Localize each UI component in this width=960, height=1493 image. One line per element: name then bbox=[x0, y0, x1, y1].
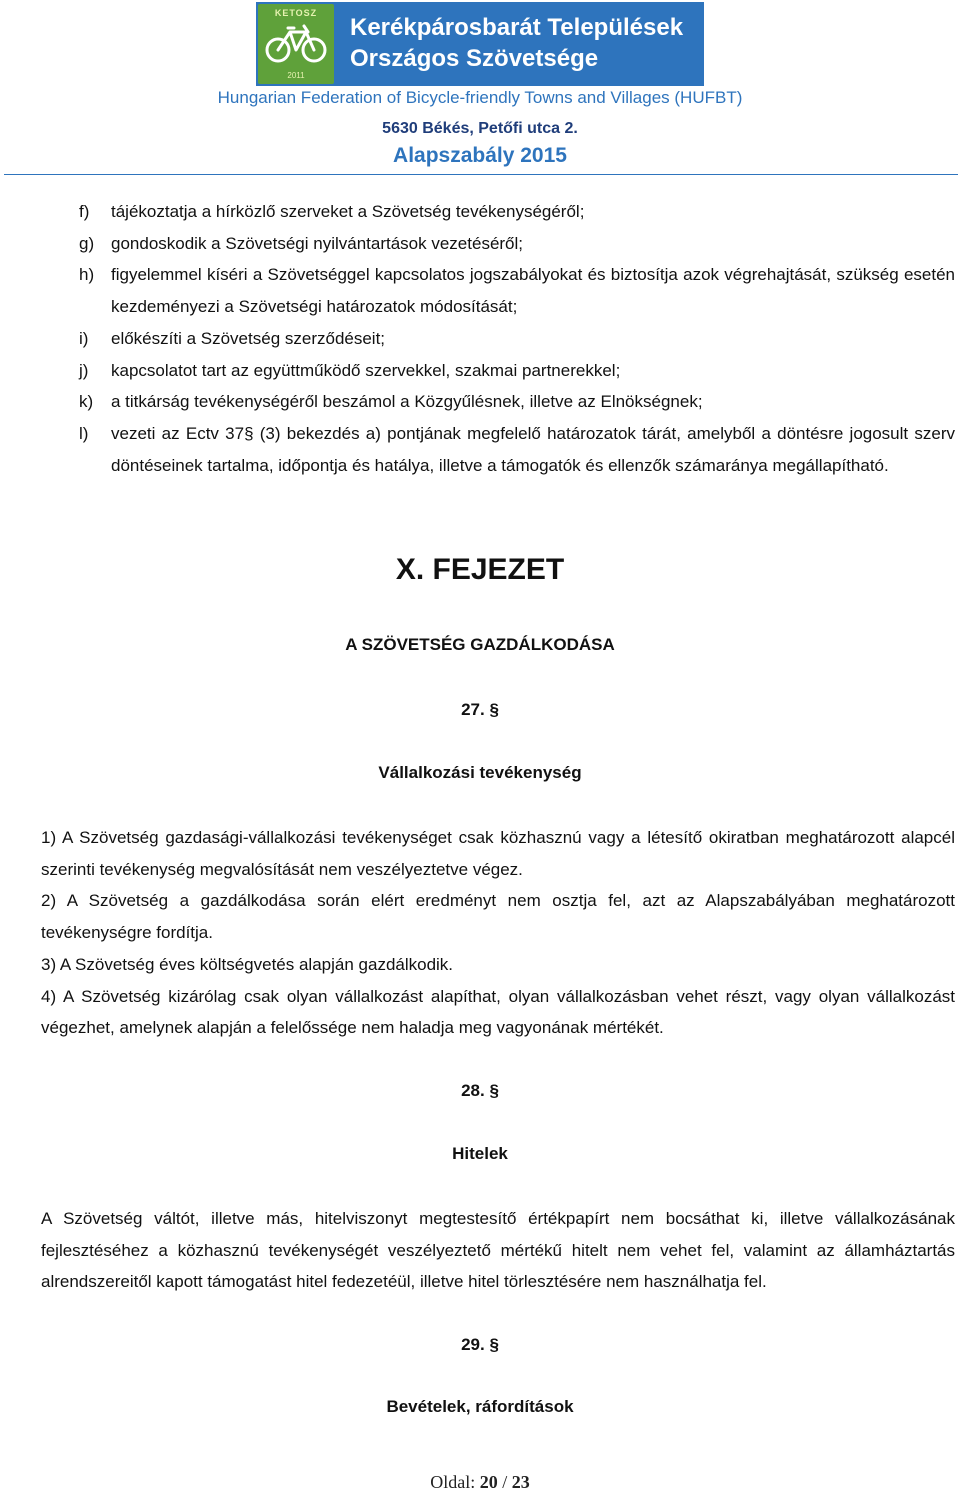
logo bbox=[258, 4, 334, 84]
list-item-text: kapcsolatot tart az együttműködő szervekkel, szakmai partnerekkel; bbox=[111, 360, 621, 380]
page-separator: / bbox=[502, 1472, 508, 1492]
list-letter: f) bbox=[79, 202, 90, 221]
list-item bbox=[41, 418, 955, 481]
section-body bbox=[41, 822, 955, 1044]
list-item-text: figyelemmel kíséri a Szövetséggel kapcsolatos jogszabályokat és biztosítja azok végrehajtását, szükség esetén kezdeményezi a Szövetségi határozatok módosítását; bbox=[111, 265, 955, 317]
bicycle-icon bbox=[264, 20, 328, 66]
list-letter: k) bbox=[79, 392, 94, 412]
banner-line-2: Országos Szövetsége bbox=[350, 45, 599, 72]
banner-title bbox=[350, 12, 700, 74]
list-letter: g) bbox=[79, 233, 95, 253]
chapter-subtitle: A SZÖVETSÉG GAZDÁLKODÁSA bbox=[345, 635, 615, 654]
list-item-text: tájékoztatja a hírközlő szerveket a Szövetség tevékenységéről; bbox=[111, 202, 585, 221]
section-number: 29. § bbox=[461, 1335, 499, 1354]
list-item bbox=[41, 323, 955, 355]
section-title: Hitelek bbox=[452, 1144, 508, 1163]
paragraph: 3) A Szövetség éves költségvetés alapján gazdálkodik. bbox=[41, 954, 454, 974]
task-list bbox=[41, 196, 955, 481]
list-item bbox=[41, 386, 955, 418]
header-divider bbox=[4, 174, 958, 175]
section-number: 28. § bbox=[461, 1081, 499, 1100]
section-number: 27. § bbox=[461, 700, 499, 719]
list-letter: l) bbox=[79, 423, 89, 443]
list-item-text: gondoskodik a Szövetségi nyilvántartások vezetéséről; bbox=[111, 233, 524, 253]
document-title: Alapszabály 2015 bbox=[393, 144, 567, 167]
list-item-text: a titkárság tevékenységéről beszámol a Közgyűlésnek, illetve az Elnökségnek; bbox=[111, 392, 703, 412]
section-title: Vállalkozási tevékenység bbox=[378, 763, 582, 782]
page-current: 20 bbox=[479, 1472, 498, 1492]
list-letter: i) bbox=[79, 328, 89, 348]
list-item bbox=[41, 355, 955, 387]
list-item bbox=[41, 196, 955, 228]
paragraph: 2) A Szövetség a gazdálkodása során elért eredményt nem osztja fel, azt az Alapszabályában meghatározott tevékenységre fordítja. bbox=[41, 891, 955, 943]
paragraph: A Szövetség váltót, illetve más, hitelviszonyt megtestesítő értékpapírt nem bocsáthat ki, illetve vállalkozásának fejlesztéséhez a közhasznú tevékenységét veszélyeztető mértékű hitelt nem vehet fel, valamint az államháztartás alrendszereitől kapott támogatást hitel fedezetéül, illetve hitel törlesztésére nem használhatja fel. bbox=[41, 1209, 955, 1292]
logo-top-text: KETOSZ bbox=[274, 8, 318, 18]
page-total: 23 bbox=[511, 1472, 530, 1492]
logo-year-text: 2011 bbox=[287, 71, 305, 80]
header-banner bbox=[256, 2, 704, 86]
list-item bbox=[41, 259, 955, 322]
section-title: Bevételek, ráfordítások bbox=[386, 1397, 574, 1416]
section-body bbox=[41, 1203, 955, 1298]
list-item-text: vezeti az Ectv 37§ (3) bekezdés a) pontjának megfelelő határozatok tárát, amelyből a döntésre jogosult szerv döntéseinek tartalma, időpontja és hatálya, illetve a támogatók és ellenzők számaránya megállapítható. bbox=[111, 423, 955, 475]
organization-subtitle: Hungarian Federation of Bicycle-friendly Towns and Villages (HUFBT) bbox=[217, 88, 743, 107]
banner-line-1: Kerékpárosbarát Települések bbox=[350, 14, 684, 41]
chapter-title: X. FEJEZET bbox=[395, 553, 565, 586]
list-letter: j) bbox=[79, 360, 89, 380]
list-letter: h) bbox=[79, 265, 95, 285]
paragraph: 1) A Szövetség gazdasági-vállalkozási tevékenységet csak közhasznú vagy a létesítő okiratban meghatározott alapcél szerinti tevékenység megvalósítását nem veszélyeztetve végez. bbox=[41, 828, 955, 879]
organization-address: 5630 Békés, Petőfi utca 2. bbox=[382, 120, 578, 137]
page-footer bbox=[0, 1472, 960, 1493]
list-item-text: előkészíti a Szövetség szerződéseit; bbox=[111, 328, 386, 348]
paragraph: 4) A Szövetség kizárólag csak olyan vállalkozást alapíthat, olyan vállalkozásban vehet részt, vagy olyan vállalkozást végezhet, amelynek alapján a felelőssége nem haladja meg vagyonának mértékét. bbox=[41, 986, 955, 1038]
page-label: Oldal: bbox=[430, 1472, 476, 1492]
list-item bbox=[41, 228, 955, 260]
